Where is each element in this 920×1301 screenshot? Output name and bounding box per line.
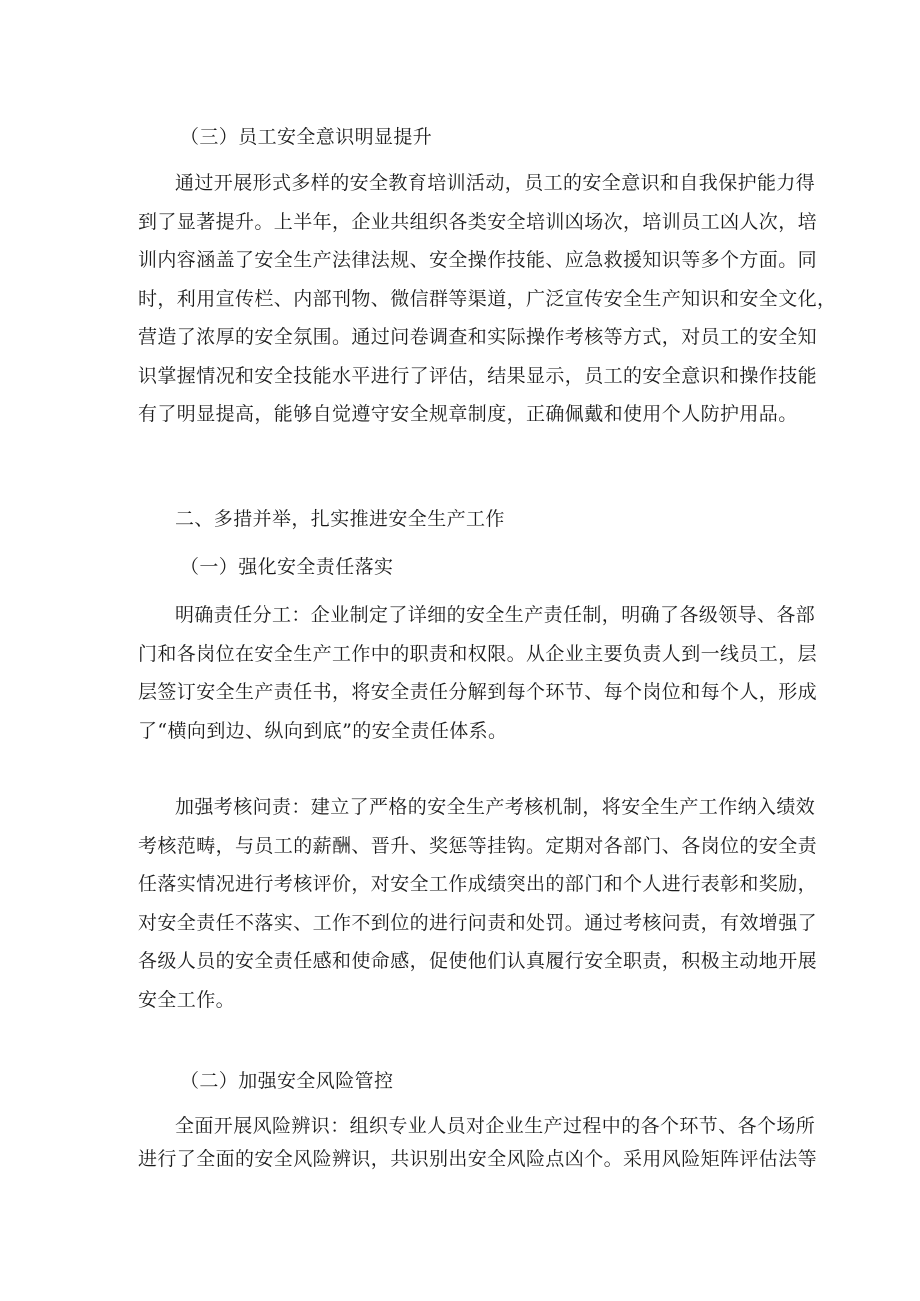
text-line: 到了显著提升。上半年，企业共组织各类安全培训凶场次，培训员工凶人次，培 xyxy=(138,210,818,233)
text-line: 加强考核问责：建立了严格的安全生产考核机制，将安全生产工作纳入绩效 xyxy=(175,796,816,818)
text-line: 识掌握情况和安全技能水平进行了评估，结果显示，员工的安全意识和操作技能 xyxy=(138,364,818,387)
text-line: 层签订安全生产责任书，将安全责任分解到每个环节、每个岗位和每个人，形成 xyxy=(138,681,818,703)
text-line: （二）加强安全风险管控 xyxy=(180,1070,394,1092)
text-line: （三）员工安全意识明显提升 xyxy=(180,126,433,148)
text-line: 二、多措并举，扎实推进安全生产工作 xyxy=(175,508,505,530)
text-line: 有了明显提高，能够自觉遵守安全规章制度，正确佩戴和使用个人防护用品。 xyxy=(138,403,798,425)
text-line: 时，利用宣传栏、内部刊物、微信群等渠道，广泛宣传安全生产知识和安全文化， xyxy=(138,287,837,310)
paragraph-training-results xyxy=(138,164,836,434)
paragraph-responsibility-division xyxy=(138,596,817,750)
text-line: 考核范畴，与员工的薪酬、晋升、奖惩等挂钩。定期对各部门、各岗位的安全责 xyxy=(138,834,818,857)
subheading-responsibility xyxy=(180,548,393,587)
text-line: 明确责任分工：企业制定了详细的安全生产责任制，明确了各级领导、各部 xyxy=(175,604,816,626)
paragraph-risk-identification xyxy=(138,1110,817,1176)
text-line: 进行了全面的安全风险辨识，共识别出安全风险点凶个。采用风险矩阵评估法等 xyxy=(138,1148,818,1170)
text-line: 了“横向到边、纵向到底”的安全责任体系。 xyxy=(138,719,508,742)
text-line: 通过开展形式多样的安全教育培训活动，员工的安全意识和自我保护能力得 xyxy=(175,172,816,194)
text-line: 安全工作。 xyxy=(138,988,236,1011)
text-line: 对安全责任不落实、工作不到位的进行问责和处罚。通过考核问责，有效增强了 xyxy=(138,911,818,934)
text-line: 任落实情况进行考核评价，对安全工作成绩突出的部门和个人进行表彰和奖励， xyxy=(138,873,818,895)
heading-section-two xyxy=(175,500,505,539)
subheading-risk-control xyxy=(180,1062,393,1101)
text-line: （一）强化安全责任落实 xyxy=(180,556,394,578)
text-line: 训内容涵盖了安全生产法律法规、安全操作技能、应急救援知识等多个方面。同 xyxy=(138,249,818,271)
text-line: 门和各岗位在安全生产工作中的职责和权限。从企业主要负责人到一线员工，层 xyxy=(138,642,818,665)
text-line: 营造了浓厚的安全氛围。通过问卷调查和实际操作考核等方式，对员工的安全知 xyxy=(138,326,818,348)
subheading-employee-awareness xyxy=(180,118,432,157)
text-line: 各级人员的安全责任感和使命感，促使他们认真履行安全职责，积极主动地开展 xyxy=(138,950,818,972)
text-line: 全面开展风险辨识：组织专业人员对企业生产过程中的各个环节、各个场所 xyxy=(175,1115,816,1137)
paragraph-assessment-accountability xyxy=(138,788,817,1019)
